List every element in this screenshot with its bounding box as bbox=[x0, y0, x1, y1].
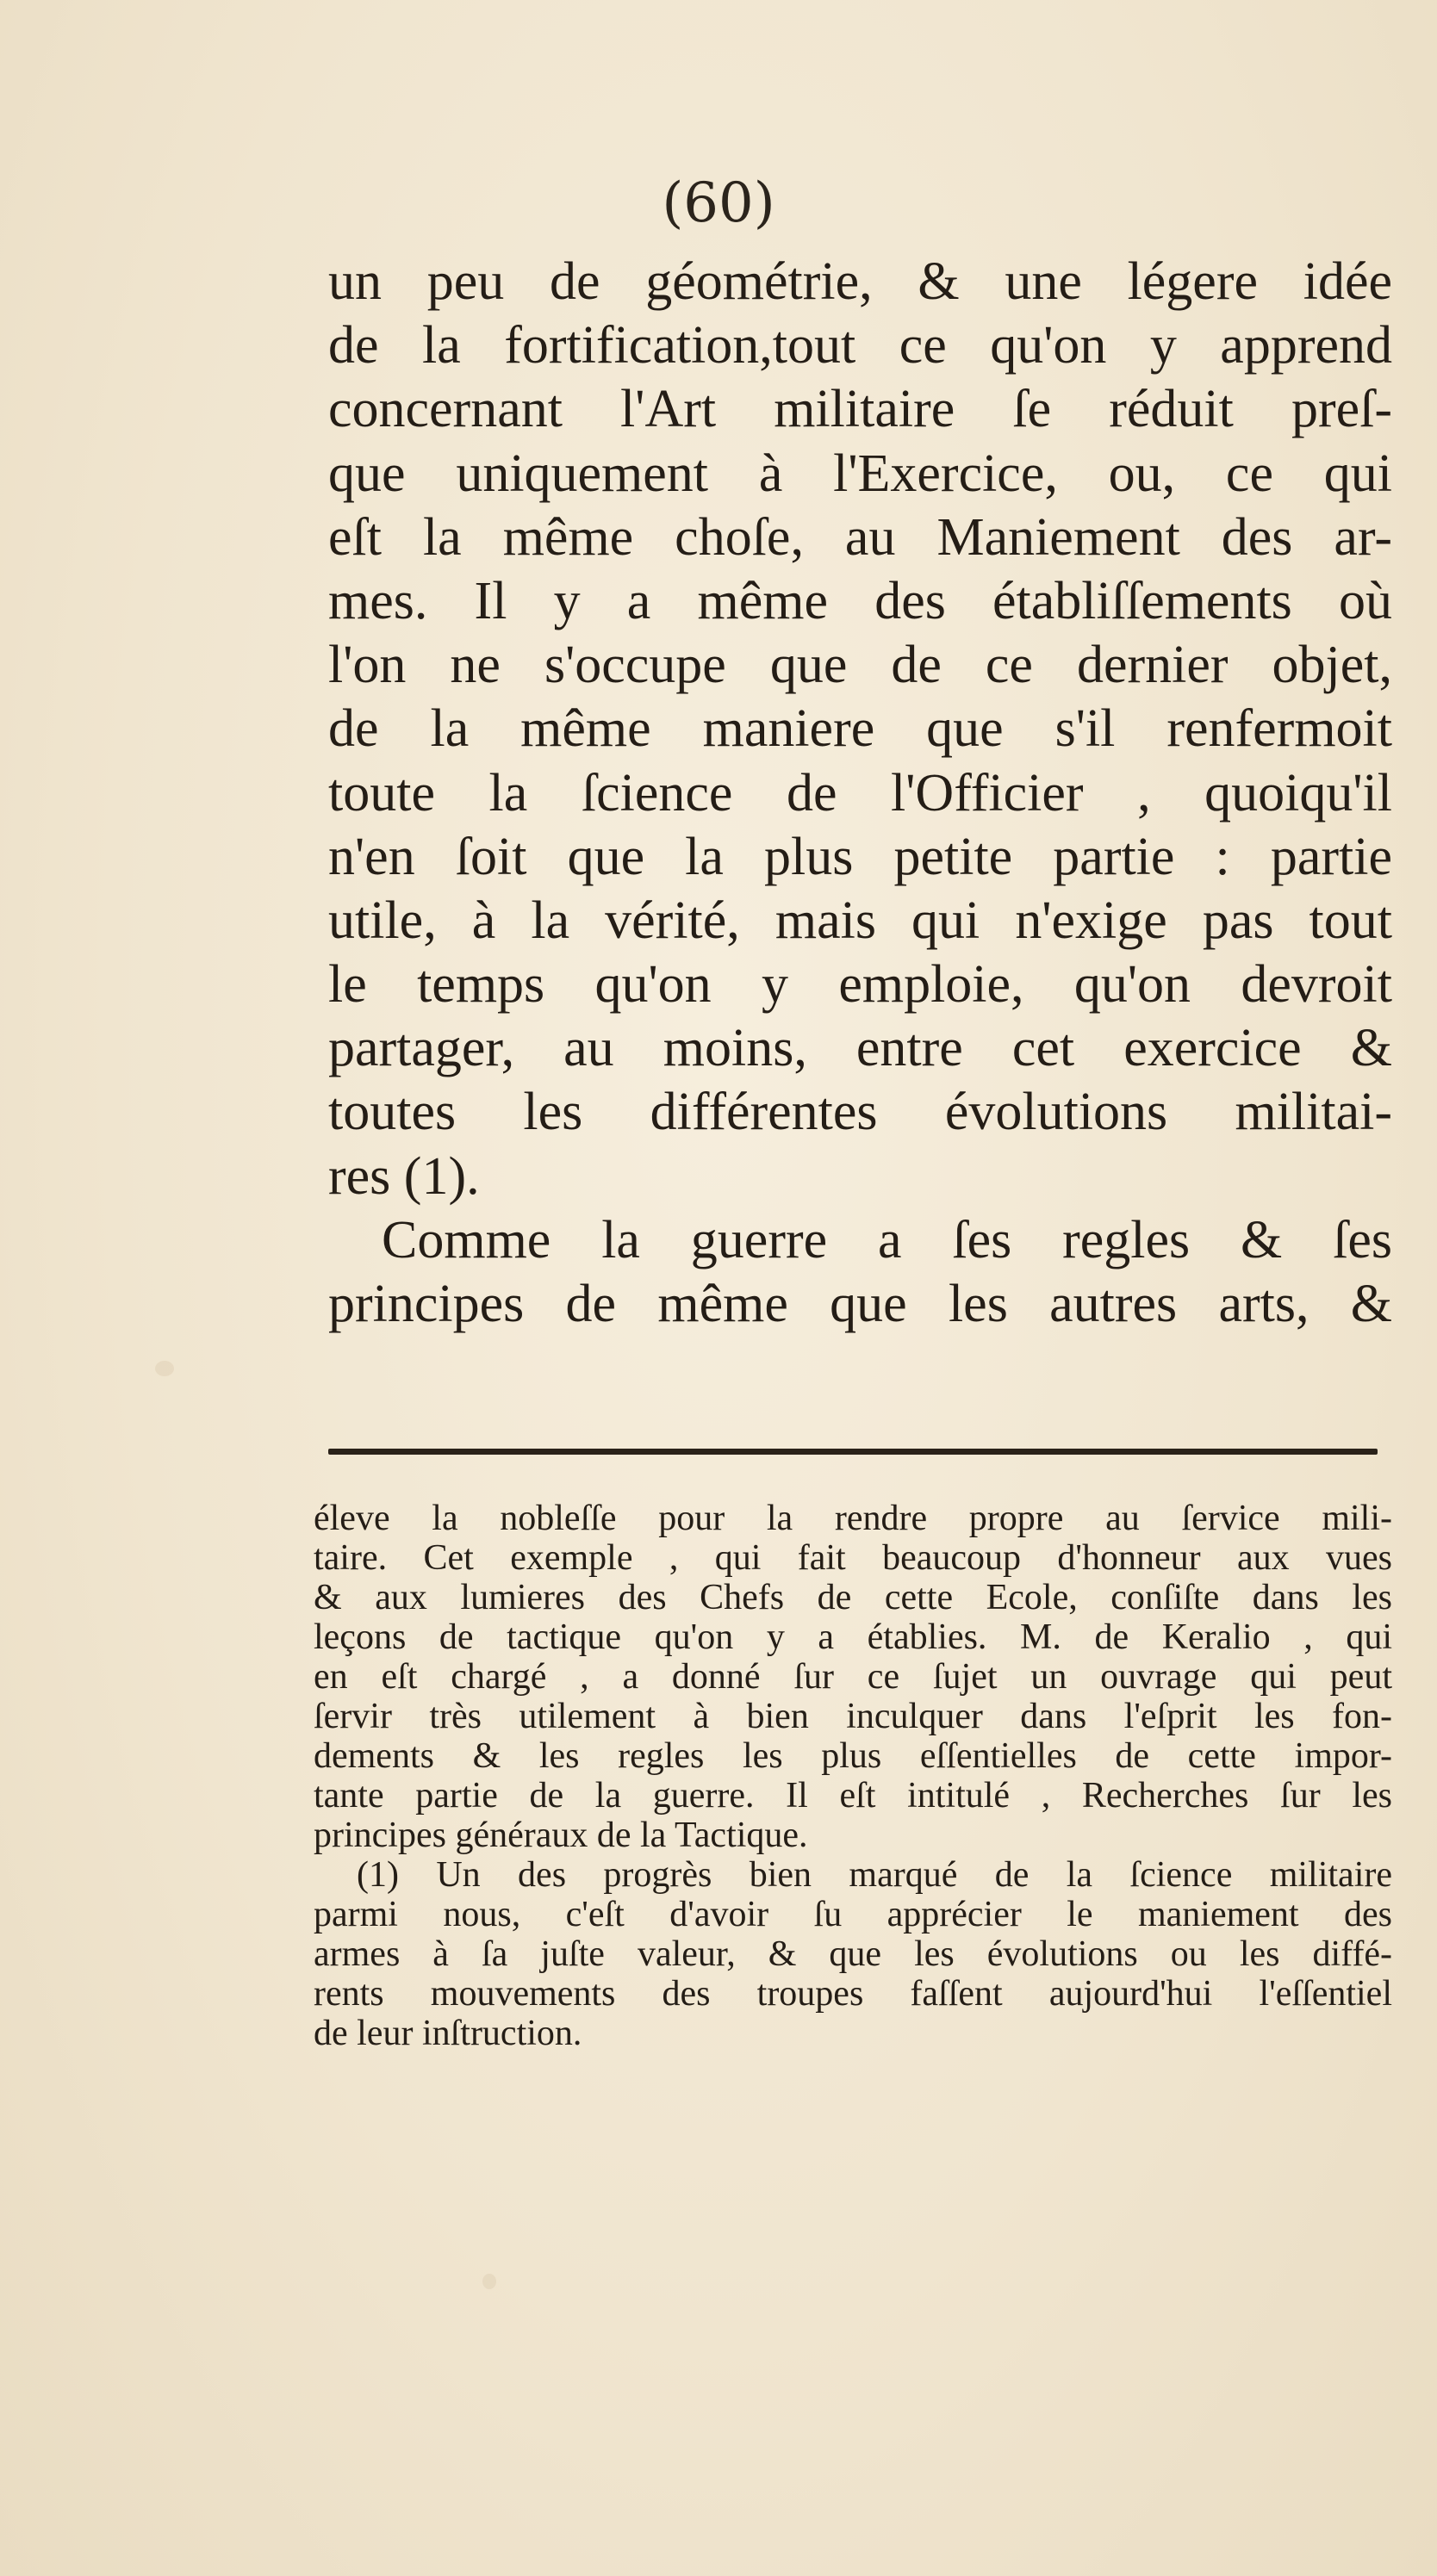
text-line: principes de même que les autres arts, & bbox=[328, 1275, 1392, 1333]
text-line: un peu de géométrie, & une légere idée bbox=[328, 252, 1392, 311]
footnotes bbox=[314, 1499, 1392, 2053]
footnote-line: dements & les regles les plus eſſentielles de cette impor- bbox=[314, 1736, 1392, 1776]
footnote-line: parmi nous, c'eſt d'avoir ſu apprécier le maniement des bbox=[314, 1895, 1392, 1934]
text-line: de la même maniere que s'il renfermoit bbox=[328, 699, 1392, 759]
text-line: eſt la même choſe, au Maniement des ar- bbox=[328, 507, 1392, 567]
footnote-line: en eſt chargé , a donné ſur ce ſujet un ouvrage qui peut bbox=[314, 1657, 1392, 1697]
text-line: toute la ſcience de l'Officier , quoiqu'il bbox=[328, 763, 1392, 822]
footnote-line: ſervir très utilement à bien inculquer dans l'eſprit les fon- bbox=[314, 1697, 1392, 1736]
footnote-line: principes généraux de la Tactique. bbox=[314, 1816, 808, 1855]
text-line: Comme la guerre a ſes regles & ſes bbox=[382, 1210, 1392, 1269]
text-line: l'on ne s'occupe que de ce dernier objet, bbox=[328, 636, 1392, 695]
footnote-line: rents mouvements des troupes faſſent aujourd'hui l'eſſentiel bbox=[314, 1974, 1392, 2014]
paper-stain bbox=[482, 2274, 496, 2289]
text-line: utile, à la vérité, mais qui n'exige pas tout bbox=[328, 891, 1392, 950]
text-line: res (1). bbox=[328, 1146, 480, 1206]
text-line: de la fortification,tout ce qu'on y apprend bbox=[328, 316, 1392, 376]
text-line: toutes les différentes évolutions militai- bbox=[328, 1083, 1392, 1142]
footnote-line: armes à ſa juſte valeur, & que les évolutions ou les diffé- bbox=[314, 1934, 1392, 1974]
footnote-line: leçons de tactique qu'on y a établies. M. de Keralio , qui bbox=[314, 1617, 1392, 1657]
footnote-line: tante partie de la guerre. Il eſt intitulé , Recherches ſur les bbox=[314, 1776, 1392, 1816]
text-line: partager, au moins, entre cet exercice & bbox=[328, 1019, 1392, 1078]
main-text bbox=[328, 250, 1392, 1336]
footnote-line: & aux lumieres des Chefs de cette Ecole, conſiſte dans les bbox=[314, 1578, 1392, 1617]
page-number: (60) bbox=[662, 171, 775, 235]
text-line: concernant l'Art militaire ſe réduit preſ- bbox=[328, 380, 1392, 439]
text-line: que uniquement à l'Exercice, ou, ce qui bbox=[328, 444, 1392, 503]
footnote-line: de leur inſtruction. bbox=[314, 2014, 582, 2053]
text-line: le temps qu'on y emploie, qu'on devroit bbox=[328, 955, 1392, 1015]
footnote-line: éleve la nobleſſe pour la rendre propre au ſervice mili- bbox=[314, 1499, 1392, 1538]
footnote-line: taire. Cet exemple , qui fait beaucoup d'honneur aux vues bbox=[314, 1538, 1392, 1578]
text-line: n'en ſoit que la plus petite partie : partie bbox=[328, 827, 1392, 886]
footnote-rule bbox=[328, 1449, 1378, 1455]
paper-stain bbox=[155, 1361, 174, 1376]
footnote-line: (1) Un des progrès bien marqué de la ſcience militaire bbox=[357, 1855, 1392, 1895]
text-line: mes. Il y a même des établiſſements où bbox=[328, 571, 1392, 630]
